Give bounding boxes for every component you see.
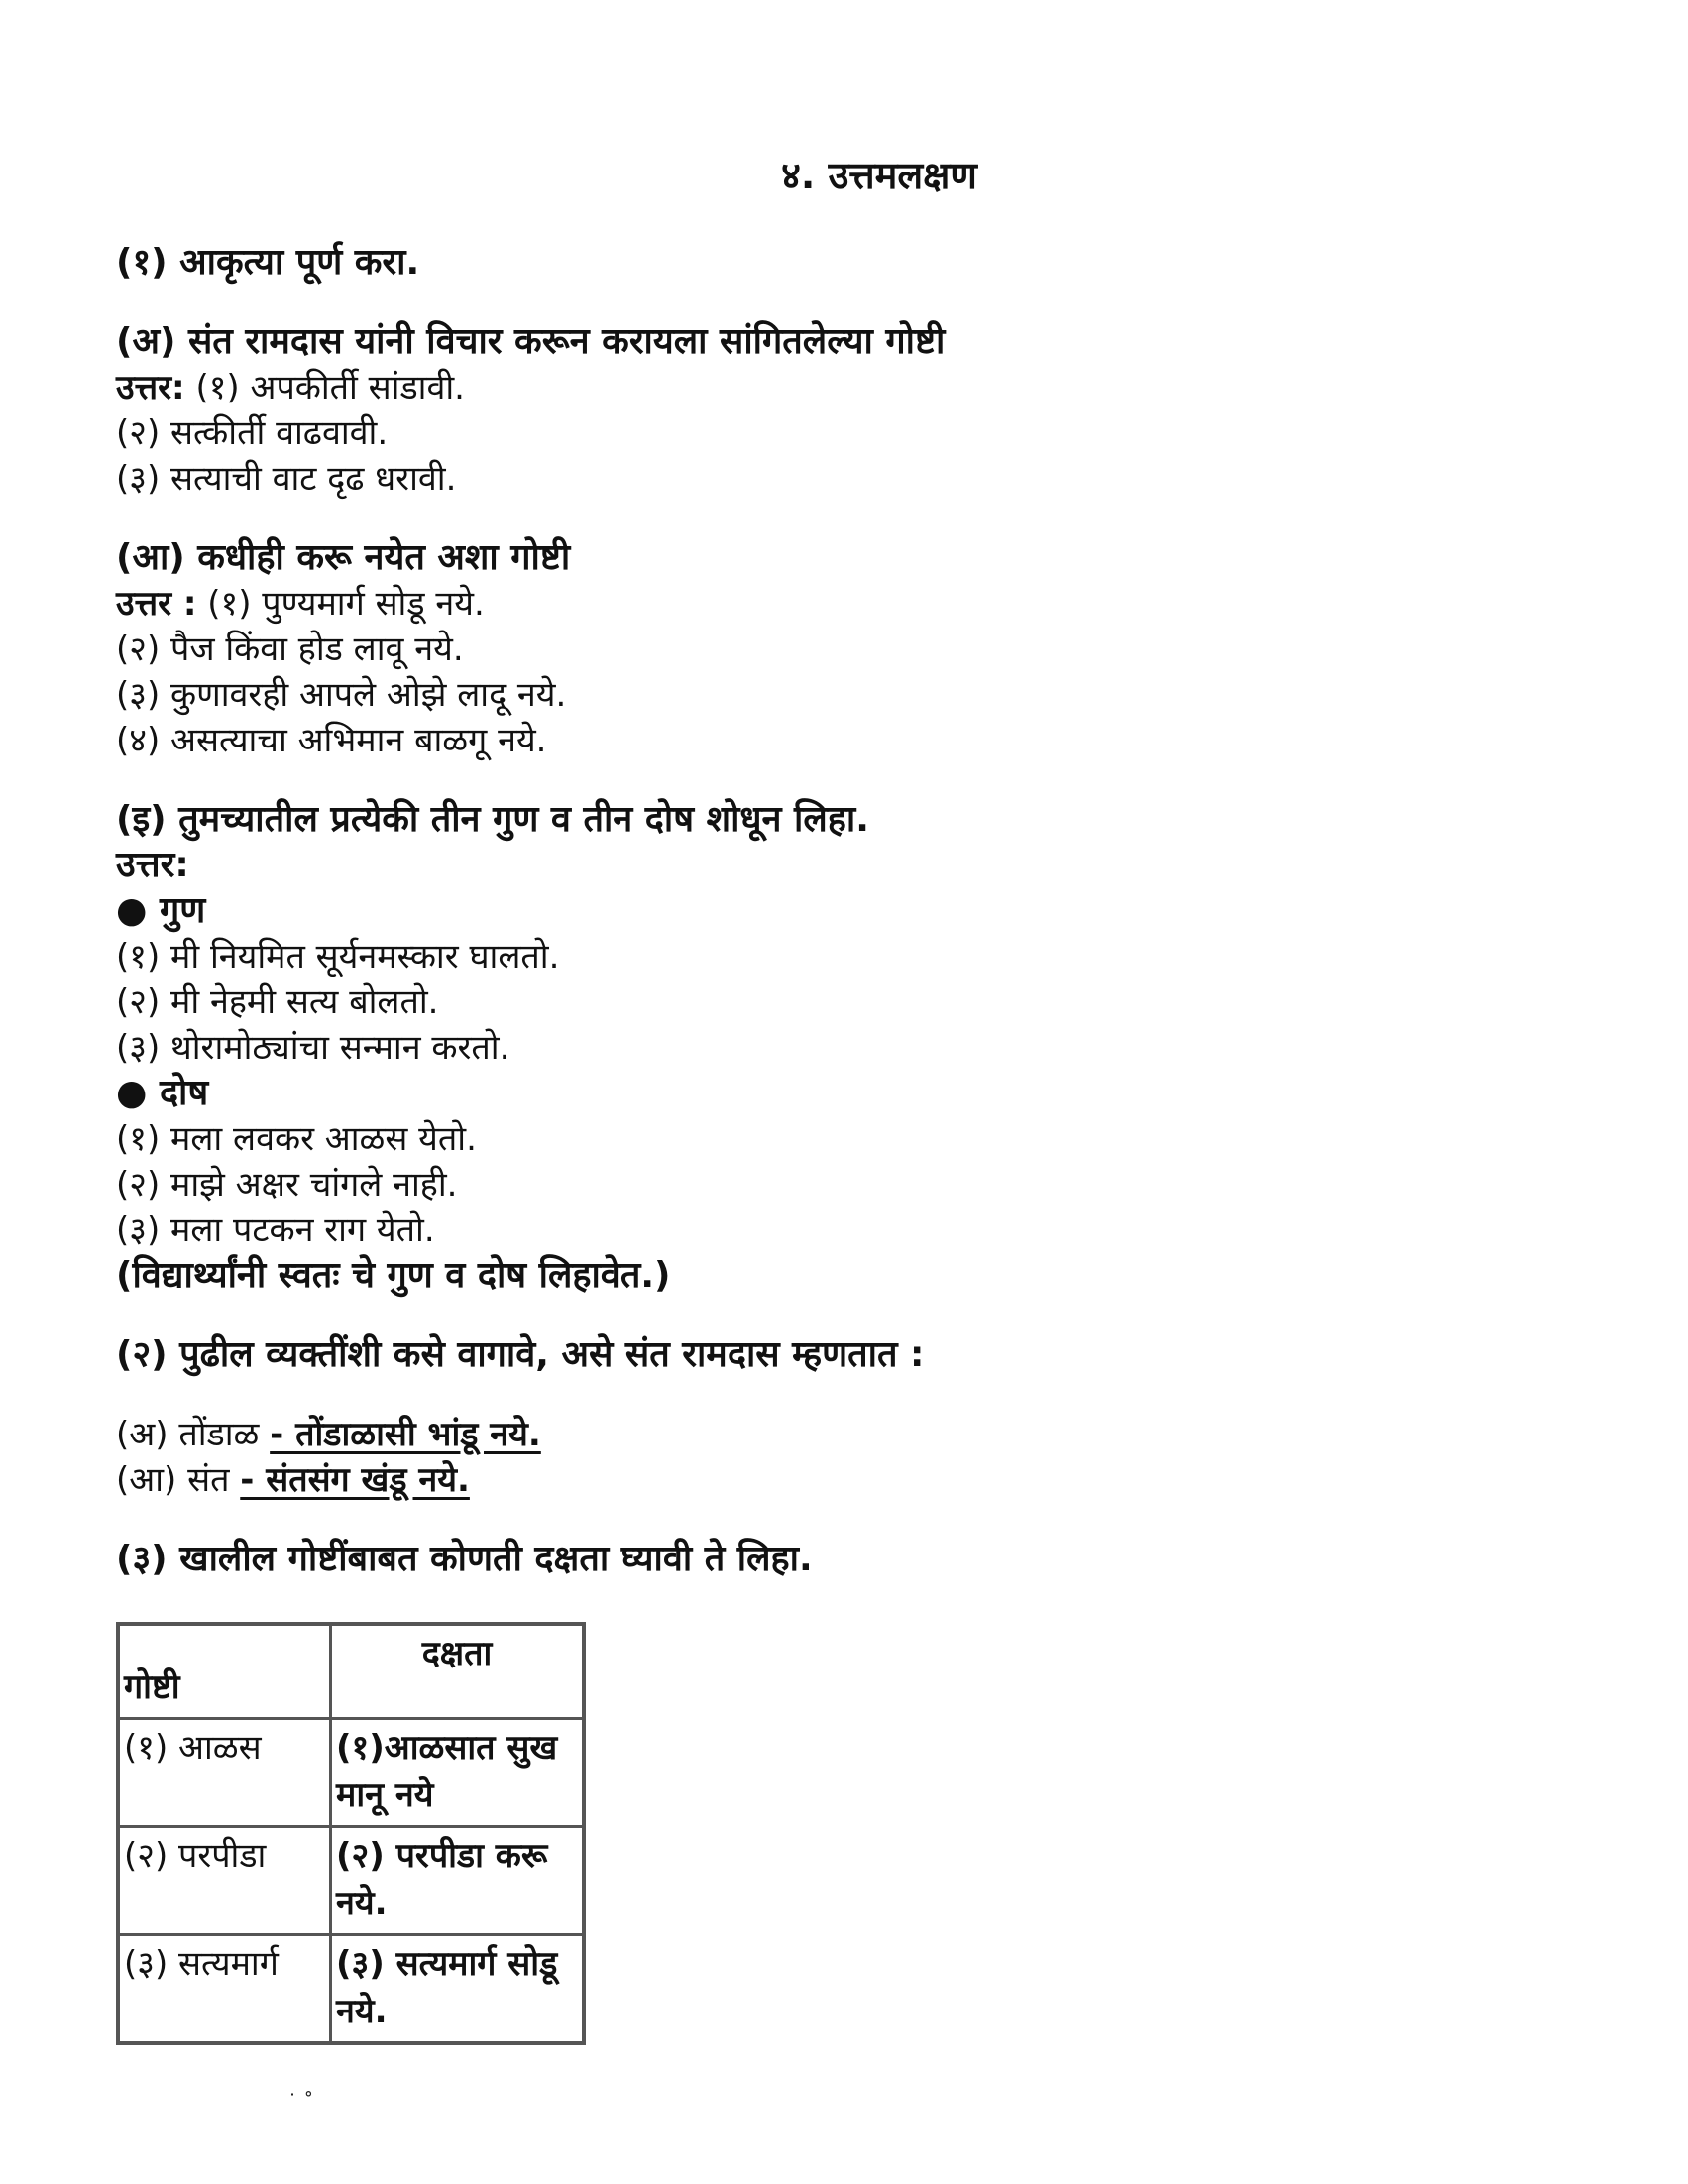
table-row (118, 1935, 584, 2044)
q2-item-answer: - संतसंग खंडू नये. (240, 1460, 470, 1500)
q3-heading: (३) खालील गोष्टींबाबत कोणती दक्षता घ्यावी ते लिहा. (116, 1539, 813, 1579)
q1aa-heading: (आ) कधीही करू नयेत अशा गोष्टी (116, 537, 571, 578)
table-header-cell: दक्षता (331, 1624, 585, 1719)
answer-item: (१) अपकीर्ती सांडावी. (195, 368, 465, 407)
dosh-item: (३) मला पटकन राग येतो. (116, 1210, 435, 1250)
table-cell: (३) सत्यमार्ग (118, 1935, 331, 2044)
answer-label: उत्तर: (116, 368, 185, 407)
table-row (118, 1827, 584, 1935)
table-cell: (२) परपीडा करू नये. (331, 1827, 585, 1935)
table-header-row (118, 1624, 584, 1719)
table-cell: (३) सत्यमार्ग सोडू नये. (331, 1935, 585, 2044)
q2-item (116, 1457, 1563, 1503)
table-cell: (२) परपीडा (118, 1827, 331, 1935)
gun-item: (२) मी नेहमी सत्य बोलतो. (116, 982, 439, 1022)
answer-item: (१) पुण्यमार्ग सोडू नये. (207, 584, 485, 624)
q2-item-label: (आ) संत (116, 1460, 241, 1500)
answer-item: (२) पैज किंवा होड लावू नये. (116, 630, 464, 669)
table-cell: (१)आळसात सुख मानू नये (331, 1719, 585, 1827)
answer-item: (३) सत्याची वाट दृढ धरावी. (116, 459, 457, 499)
table-header-cell: गोष्टी (118, 1624, 331, 1719)
dosh-label: ● दोष (116, 1073, 209, 1113)
chapter-title: ४. उत्तमलक्षण (781, 154, 977, 197)
dosh-item: (१) मला लवकर आळस येतो. (116, 1119, 477, 1159)
q2-item (116, 1412, 1563, 1457)
answer-label: उत्तर: (116, 845, 189, 885)
q2-item-answer: - तोंडाळासी भांडू नये. (270, 1415, 541, 1454)
dosh-item: (२) माझे अक्षर चांगले नाही. (116, 1165, 458, 1205)
answer-item: (३) कुणावरही आपले ओझे लादू नये. (116, 675, 567, 715)
q1aa-answer-line (116, 581, 1563, 627)
q1a-answer-line (116, 365, 1563, 410)
q2-heading: (२) पुढील व्यक्तींशी कसे वागावे, असे संत रामदास म्हणतात : (116, 1334, 925, 1375)
gun-label: ● गुण (116, 890, 206, 931)
table-row (118, 1719, 584, 1827)
gun-item: (३) थोरामोठ्यांचा सन्मान करतो. (116, 1028, 510, 1068)
answer-item: (४) असत्याचा अभिमान बाळगू नये. (116, 721, 547, 760)
q1i-heading: (इ) तुमच्यातील प्रत्येकी तीन गुण व तीन दोष शोधून लिहा. (116, 799, 869, 840)
q3-table (116, 1622, 586, 2045)
q2-item-label: (अ) तोंडाळ (116, 1415, 271, 1454)
answer-item: (२) सत्कीर्ती वाढवावी. (116, 413, 389, 453)
q1a-heading: (अ) संत रामदास यांनी विचार करून करायला सांगितलेल्या गोष्टी (116, 321, 946, 362)
student-note: (विद्यार्थ्यांनी स्वतः चे गुण व दोष लिहावेत.) (116, 1255, 671, 1296)
gun-item: (१) मी नियमित सूर्यनमस्कार घालतो. (116, 937, 560, 977)
table-cell: (१) आळस (118, 1719, 331, 1827)
answer-label: उत्तर : (116, 584, 197, 624)
footer-fragment: ˙ ˚ (287, 2090, 314, 2114)
q1-heading: (१) आकृत्या पूर्ण करा. (116, 242, 420, 283)
document-page (116, 149, 1563, 2045)
